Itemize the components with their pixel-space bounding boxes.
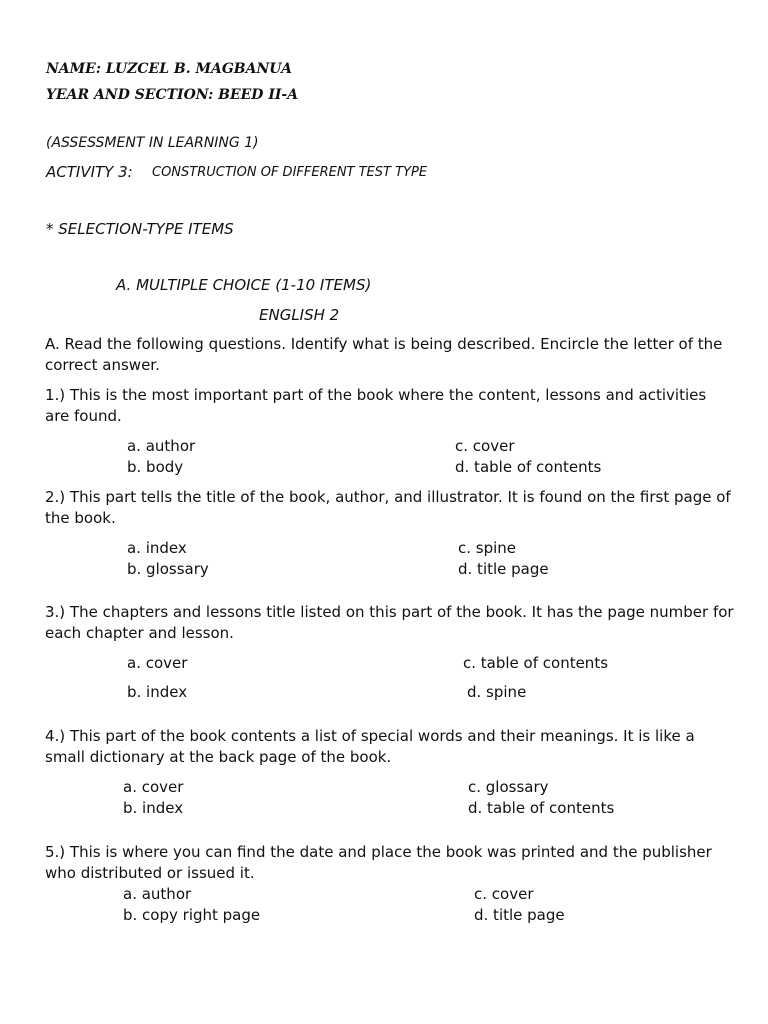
q1-option-d: d. table of contents [455, 458, 602, 476]
selection-type-heading: * SELECTION-TYPE ITEMS [46, 220, 234, 238]
q5-option-a: a. author [123, 885, 192, 903]
year-and-section: YEAR AND SECTION: BEED II-A [46, 87, 299, 103]
q3-option-a: a. cover [127, 654, 188, 672]
question-3: 3.) The chapters and lessons title listed on this part of the book. It has the page number for each chapter and lesson. [45, 603, 734, 642]
q1-option-b: b. body [127, 458, 184, 476]
question-4: 4.) This part of the book contents a list of special words and their meanings. It is like a small dictionary at the back page of the book. [45, 727, 695, 766]
q1-option-a: a. author [127, 437, 196, 455]
part-title: A. MULTIPLE CHOICE (1-10 ITEMS) [116, 276, 372, 294]
student-name: NAME: LUZCEL B. MAGBANUA [46, 61, 292, 77]
q3-option-b: b. index [127, 683, 188, 701]
q5-option-c: c. cover [474, 885, 534, 903]
activity-label: ACTIVITY 3: [46, 163, 133, 181]
activity-title: CONSTRUCTION OF DIFFERENT TEST TYPE [152, 165, 428, 180]
instructions: A. Read the following questions. Identify what is being described. Encircle the letter of the correct answer. [45, 335, 723, 374]
q2-option-a: a. index [127, 539, 187, 557]
question-1: 1.) This is the most important part of the book where the content, lessons and activities are found. [45, 386, 707, 425]
q2-option-b: b. glossary [127, 560, 209, 578]
question-5: 5.) This is where you can find the date and place the book was printed and the publisher who distributed or issued it. [45, 843, 712, 882]
q1-option-c: c. cover [455, 437, 515, 455]
q4-option-c: c. glossary [468, 778, 549, 796]
q4-option-b: b. index [123, 799, 184, 817]
q5-option-d: d. title page [474, 906, 565, 924]
question-2: 2.) This part tells the title of the book, author, and illustrator. It is found on the first page of the book. [45, 488, 731, 527]
course-title: (ASSESSMENT IN LEARNING 1) [46, 135, 259, 151]
q2-option-d: d. title page [458, 560, 549, 578]
subject-heading: ENGLISH 2 [259, 306, 340, 324]
q5-option-b: b. copy right page [123, 906, 261, 924]
q4-option-a: a. cover [123, 778, 184, 796]
q4-option-d: d. table of contents [468, 799, 615, 817]
q3-option-d: d. spine [467, 683, 527, 701]
q2-option-c: c. spine [458, 539, 517, 557]
q3-option-c: c. table of contents [463, 654, 609, 672]
